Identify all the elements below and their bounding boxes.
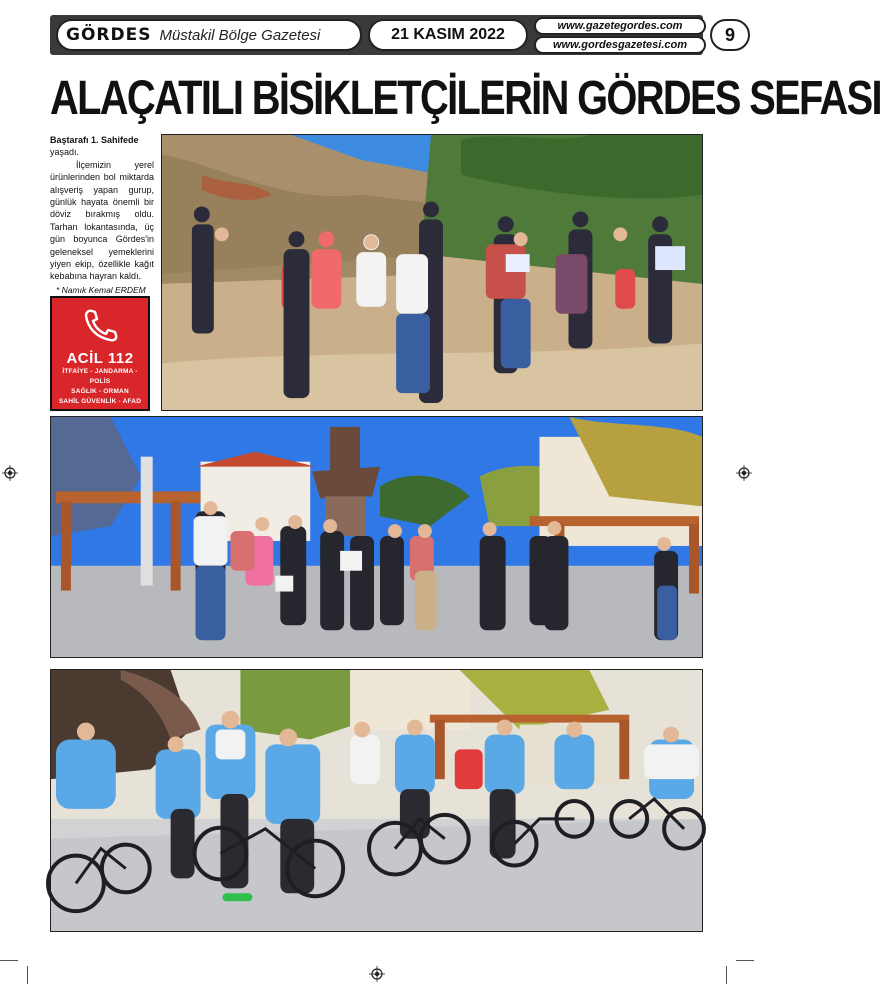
group-photo-statue-square (50, 416, 703, 658)
group-photo-hillside (161, 134, 703, 411)
registration-mark-left (2, 465, 18, 481)
emergency-112-box (50, 296, 150, 411)
article-paragraph-2: İlçemizin yerel ürünlerinden bol miktarda alışveriş yapan gurup, günlük hayata önemli bir döviz bırakmış oldu. Tarhan lokantasında, üç gün boyunca Gördes'in geleneksel yemeklerini yiyen ekip, özellikle kağıt kebabına hayran kaldı. (50, 159, 154, 282)
emergency-services-3: SAHİL GÜVENLİK - AFAD (58, 398, 142, 405)
trim-mark (726, 966, 727, 984)
emergency-title: ACİL 112 (66, 350, 134, 367)
trim-mark (0, 960, 18, 961)
article-author: * Namık Kemal ERDEM (56, 285, 146, 295)
article-text-column (50, 134, 154, 283)
cyclists-photo (50, 669, 703, 932)
registration-mark-right (736, 465, 752, 481)
newspaper-name: GÖRDES (66, 25, 152, 45)
emergency-services-2: SAĞLIK - ORMAN (71, 388, 129, 395)
masthead-bar (50, 15, 735, 55)
article-paragraph-1: yaşadı. (50, 147, 80, 158)
article-headline: ALAÇATILI BİSİKLETÇİLERİN GÖRDES SEFASI (50, 72, 881, 125)
website-url-1: www.gazetegordes.com (534, 17, 706, 35)
continuation-note: Baştarafı 1. Sahifede (50, 135, 139, 145)
trim-mark (27, 966, 28, 984)
website-url-2: www.gordesgazetesi.com (534, 36, 706, 54)
newspaper-tagline: Müstakil Bölge Gazetesi (159, 26, 321, 44)
masthead-brand (56, 19, 362, 51)
trim-mark (736, 960, 754, 961)
emergency-services-1: İTFAİYE - JANDARMA - POLİS (62, 368, 138, 385)
page-number: 9 (710, 19, 750, 51)
issue-date: 21 KASIM 2022 (368, 19, 528, 51)
registration-mark-bottom (369, 966, 385, 982)
phone-icon (80, 308, 120, 342)
